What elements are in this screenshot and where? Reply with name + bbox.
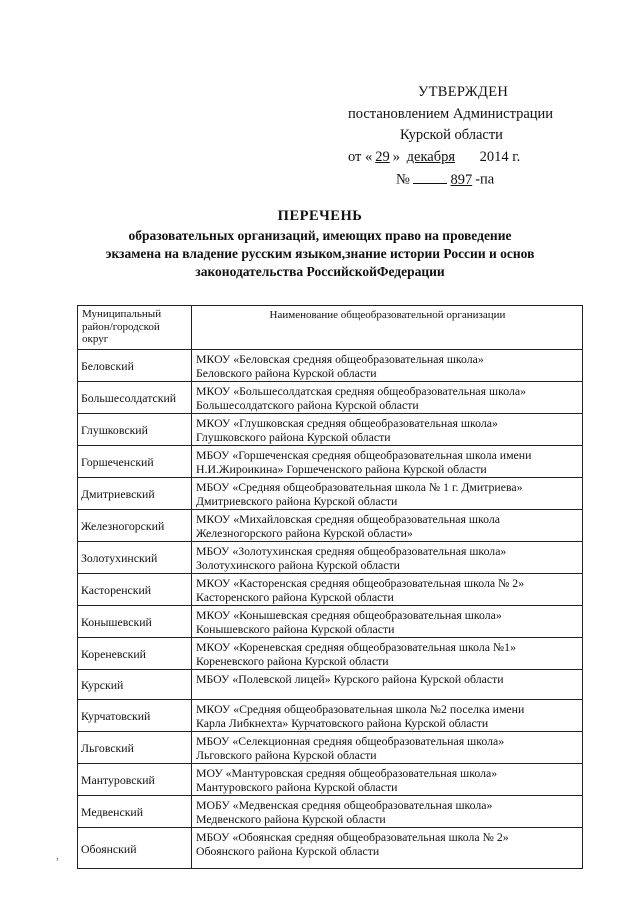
table-row: [78, 542, 583, 574]
header-district: Муниципальный район/городской округ: [78, 306, 192, 350]
district-cell: Обоянский: [78, 828, 192, 869]
organization-line: МКОУ «Большесолдатская средняя общеобразовательная школа»: [196, 384, 527, 398]
date-mid: »: [392, 148, 401, 165]
organization-cell: [192, 350, 583, 382]
heading-line-1: образовательных организаций, имеющих право на проведение: [128, 228, 512, 243]
organization-cell: [192, 732, 583, 764]
organization-line: МБОУ «Золотухинская средняя общеобразовательная школа»: [196, 544, 507, 558]
organization-line: МКОУ «Глушковская средняя общеобразовательная школа»: [196, 416, 498, 430]
document-heading: [60, 207, 580, 281]
organization-line: Льговского района Курской области: [196, 748, 377, 762]
table-row: [78, 670, 583, 700]
page-mark: ,: [56, 848, 59, 862]
organization-line: МКОУ «Михайловская средняя общеобразовательная школа: [196, 512, 500, 526]
organization-cell: [192, 670, 583, 700]
heading-title: ПЕРЕЧЕНЬ: [277, 208, 363, 224]
table-row: [78, 638, 583, 670]
organization-line: Н.И.Жироикина» Горшеченского района Курской области: [196, 462, 487, 476]
table-row: [78, 796, 583, 828]
organization-line: Золотухинского района Курской области: [196, 558, 400, 572]
organization-cell: [192, 700, 583, 732]
approval-block: [340, 82, 580, 191]
organization-line: МБОУ «Обоянская средняя общеобразовательная школа № 2»: [196, 830, 509, 844]
district-cell: Кореневский: [78, 638, 192, 670]
district-cell: Курский: [78, 670, 192, 700]
organization-line: Карла Либкнехта» Курчатовского района Курской области: [196, 716, 489, 730]
organization-line: Большесолдатского района Курской области: [196, 398, 419, 412]
organization-cell: [192, 638, 583, 670]
district-cell: Железногорский: [78, 510, 192, 542]
approval-line-1: постановлением Администрации: [348, 105, 554, 122]
district-cell: Дмитриевский: [78, 478, 192, 510]
organization-cell: [192, 606, 583, 638]
organization-line: МКОУ «Конышевская средняя общеобразовательная школа»: [196, 608, 502, 622]
organization-cell: [192, 542, 583, 574]
table-row: [78, 382, 583, 414]
approval-line-2: Курской области: [400, 127, 503, 143]
district-cell: Большесолдатский: [78, 382, 192, 414]
organization-line: Глушковского района Курской области: [196, 430, 391, 444]
table-row: [78, 828, 583, 869]
organization-cell: [192, 382, 583, 414]
district-cell: Горшеченский: [78, 446, 192, 478]
organization-cell: [192, 828, 583, 869]
header-organization: Наименование общеобразовательной организации: [192, 306, 583, 350]
heading-line-2: экзамена на владение русским языком,знание истории России и основ: [105, 246, 535, 261]
table-row: [78, 606, 583, 638]
date-day: 29: [375, 148, 390, 165]
district-cell: Конышевский: [78, 606, 192, 638]
table-row: [78, 574, 583, 606]
organization-cell: [192, 574, 583, 606]
table-row: [78, 732, 583, 764]
date-prefix: от «: [348, 148, 373, 165]
organization-line: Кореневского района Курской области: [196, 654, 389, 668]
table-row: [78, 350, 583, 382]
number-blank: [413, 168, 447, 184]
date-month: декабря: [406, 148, 456, 165]
organization-line: МОУ «Мантуровская средняя общеобразовательная школа»: [196, 766, 498, 780]
district-cell: Глушковский: [78, 414, 192, 446]
organization-line: Мантуровского района Курской области: [196, 780, 398, 794]
table-header-row: [78, 306, 583, 350]
table-row: [78, 510, 583, 542]
organization-line: Обоянского района Курской области: [196, 844, 380, 858]
approval-number: [340, 168, 580, 191]
organization-line: МКОУ «Кореневская средняя общеобразовательная школа №1»: [196, 640, 516, 654]
organization-line: МБОУ «Горшеченская средняя общеобразовательная школа имени: [196, 448, 532, 462]
organization-cell: [192, 510, 583, 542]
organization-cell: [192, 764, 583, 796]
organization-line: МКОУ «Касторенская средняя общеобразовательная школа № 2»: [196, 576, 525, 590]
date-year: 2014 г.: [479, 148, 521, 165]
organization-line: Беловского района Курской области: [196, 366, 377, 380]
heading-line-3: законодательства РоссийскойФедерации: [195, 264, 445, 279]
table-row: [78, 478, 583, 510]
organizations-table: [77, 305, 583, 869]
number-value: 897: [450, 171, 473, 188]
organization-line: МКОУ «Беловская средняя общеобразовательная школа»: [196, 352, 484, 366]
organization-line: МБОУ «Селекционная средняя общеобразовательная школа»: [196, 734, 505, 748]
district-cell: Льговский: [78, 732, 192, 764]
district-cell: Курчатовский: [78, 700, 192, 732]
organization-line: МКОУ «Средняя общеобразовательная школа №2 поселка имени: [196, 702, 525, 716]
table-row: [78, 700, 583, 732]
district-cell: Мантуровский: [78, 764, 192, 796]
organization-line: МБОУ «Полевской лицей» Курского района Курской области: [196, 672, 504, 686]
table-row: [78, 764, 583, 796]
organization-line: МОБУ «Медвенская средняя общеобразовательная школа»: [196, 798, 493, 812]
district-cell: Медвенский: [78, 796, 192, 828]
number-suffix: -па: [475, 171, 495, 188]
approval-date: [340, 147, 580, 169]
district-cell: Золотухинский: [78, 542, 192, 574]
organization-line: Железногорского района Курской области»: [196, 526, 413, 540]
organization-line: Касторенского района Курской области: [196, 590, 394, 604]
table-row: [78, 446, 583, 478]
organization-line: Дмитриевского района Курской области: [196, 494, 398, 508]
approval-title: УТВЕРЖДЕН: [418, 84, 509, 100]
district-cell: Касторенский: [78, 574, 192, 606]
organization-line: Конышевского района Курской области: [196, 622, 395, 636]
organization-cell: [192, 796, 583, 828]
organization-line: Медвенского района Курской области: [196, 812, 386, 826]
organization-cell: [192, 478, 583, 510]
organization-cell: [192, 446, 583, 478]
organization-cell: [192, 414, 583, 446]
district-cell: Беловский: [78, 350, 192, 382]
organization-line: МБОУ «Средняя общеобразовательная школа № 1 г. Дмитриева»: [196, 480, 523, 494]
number-prefix: №: [396, 171, 410, 188]
table-row: [78, 414, 583, 446]
